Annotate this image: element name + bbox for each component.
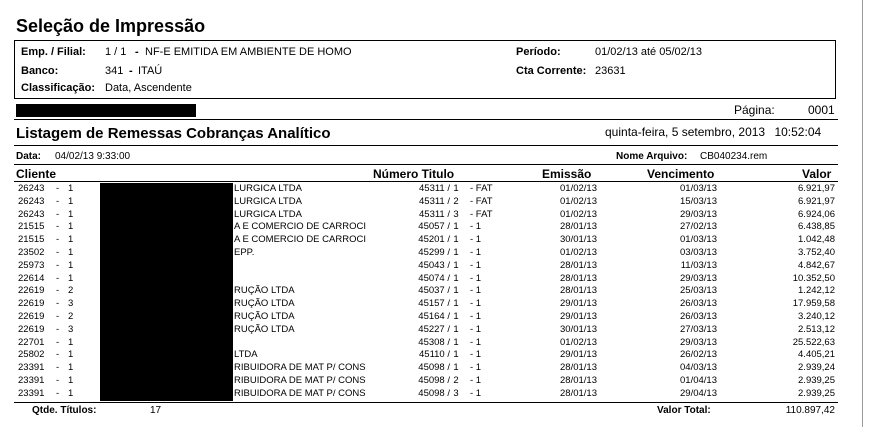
divider bbox=[14, 119, 838, 120]
pagina-value: 0001 bbox=[808, 103, 835, 117]
cliente-name: RUÇÃO LTDA bbox=[234, 310, 295, 322]
selection-box bbox=[14, 40, 836, 99]
valor-amount: 6.921,97 bbox=[798, 195, 835, 207]
valor-amount: 2.939,24 bbox=[798, 362, 835, 374]
titulo-number: 45311 / bbox=[419, 183, 450, 194]
titulo-tipo: - 1 bbox=[470, 374, 482, 386]
titulo-tipo: - FAT bbox=[470, 195, 493, 207]
titulo-number: 45201 / bbox=[418, 234, 450, 246]
valor-amount: 1.242,12 bbox=[798, 285, 835, 297]
cliente-loja: 2 bbox=[68, 310, 74, 322]
cliente-name: RUÇÃO LTDA bbox=[234, 285, 295, 297]
vencimento-date: 01/03/13 bbox=[680, 183, 717, 194]
cliente-name: RUÇÃO LTDA bbox=[234, 298, 295, 310]
valor-amount: 3.752,40 bbox=[798, 246, 835, 258]
titulo-number: 45043 / bbox=[418, 259, 450, 271]
vencimento-date: 25/03/13 bbox=[680, 285, 717, 297]
emp-desc: NF-E EMITIDA EM AMBIENTE DE HOMO bbox=[145, 46, 352, 58]
arquivo-value: CB040234.rem bbox=[700, 151, 768, 162]
data-value: 04/02/13 9:33:00 bbox=[55, 151, 131, 162]
titulo-parcela: 3 bbox=[453, 387, 459, 399]
cliente-loja: 3 bbox=[68, 298, 74, 310]
vencimento-date: 01/03/13 bbox=[680, 234, 717, 246]
arquivo-label: Nome Arquivo: bbox=[616, 151, 688, 162]
titulo-tipo: - 1 bbox=[470, 362, 482, 374]
cliente-loja: 1 bbox=[68, 195, 74, 207]
total-label: Valor Total: bbox=[657, 405, 711, 416]
titulo-tipo: - FAT bbox=[470, 183, 493, 194]
cliente-sep: - bbox=[56, 208, 60, 220]
cliente-loja: 1 bbox=[68, 336, 74, 348]
valor-amount: 2.939,25 bbox=[798, 387, 835, 399]
titulo-parcela: 1 bbox=[453, 234, 459, 246]
cliente-sep: - bbox=[56, 374, 60, 386]
titulo-parcela: 1 bbox=[453, 349, 459, 361]
cliente-sep: - bbox=[56, 349, 60, 361]
divider bbox=[14, 164, 838, 165]
titulo-parcela: 1 bbox=[453, 246, 459, 258]
titulo-number: 45037 / bbox=[418, 285, 450, 297]
cliente-code: 23391 bbox=[18, 387, 45, 399]
titulo-number: 45308 / bbox=[418, 336, 450, 348]
cliente-code: 25973 bbox=[18, 259, 45, 271]
valor-amount: 6.438,85 bbox=[798, 221, 835, 233]
cliente-code: 26243 bbox=[18, 208, 45, 220]
vencimento-date: 29/03/13 bbox=[680, 272, 717, 284]
vencimento-date: 29/03/13 bbox=[680, 208, 717, 220]
cliente-loja: 1 bbox=[68, 362, 74, 374]
titulo-parcela: 2 bbox=[453, 374, 459, 386]
titulo-number: 45164 / bbox=[418, 310, 450, 322]
emissao-date: 28/01/13 bbox=[560, 285, 597, 297]
titulo-tipo: - 1 bbox=[470, 246, 482, 258]
cliente-sep: - bbox=[56, 387, 60, 399]
cliente-loja: 1 bbox=[68, 374, 74, 386]
titulo-number: 45098 / bbox=[418, 374, 450, 386]
emissao-date: 28/01/13 bbox=[560, 221, 597, 233]
valor-amount: 17.959,58 bbox=[792, 298, 835, 310]
titulo-tipo: - 1 bbox=[470, 259, 482, 271]
titulo-tipo: - 1 bbox=[470, 310, 482, 322]
cliente-sep: - bbox=[56, 323, 60, 335]
cliente-sep: - bbox=[56, 336, 60, 348]
titulo-parcela: 1 bbox=[453, 285, 459, 297]
cliente-name: RIBUIDORA DE MAT P/ CONS bbox=[234, 387, 366, 399]
pagina-label: Página: bbox=[734, 103, 775, 117]
cliente-code: 21515 bbox=[18, 221, 45, 233]
titulo-number: 45074 / bbox=[418, 272, 450, 284]
valor-amount: 4.842,67 bbox=[798, 259, 835, 271]
titulo-tipo: - 1 bbox=[470, 323, 482, 335]
cliente-code: 22619 bbox=[18, 310, 45, 322]
cliente-name: LURGICA LTDA bbox=[234, 183, 302, 194]
titulo-parcela: 1 bbox=[453, 336, 459, 348]
titulo-parcela: 2 bbox=[453, 195, 459, 207]
total-value: 110.897,42 bbox=[785, 405, 835, 416]
report-title: Listagem de Remessas Cobranças Analítico bbox=[16, 125, 331, 142]
cliente-loja: 1 bbox=[68, 387, 74, 399]
titulo-tipo: - 1 bbox=[470, 285, 482, 297]
titulo-tipo: - 1 bbox=[470, 221, 482, 233]
vencimento-date: 26/02/13 bbox=[680, 349, 717, 361]
titulo-tipo: - 1 bbox=[470, 272, 482, 284]
titulo-number: 45098 / bbox=[418, 362, 450, 374]
vencimento-date: 26/03/13 bbox=[680, 298, 717, 310]
titulo-parcela: 1 bbox=[453, 183, 459, 194]
titulo-number: 45227 / bbox=[418, 323, 450, 335]
cliente-name: A E COMERCIO DE CARROCI bbox=[234, 234, 366, 246]
col-header-vencimento: Vencimento bbox=[647, 167, 715, 181]
col-header-numero: Número Titulo bbox=[373, 167, 455, 181]
cliente-code: 23391 bbox=[18, 374, 45, 386]
vencimento-date: 29/03/13 bbox=[680, 336, 717, 348]
cliente-loja: 1 bbox=[68, 183, 74, 194]
emp-value: 1 / 1 bbox=[105, 46, 127, 58]
emissao-date: 28/01/13 bbox=[560, 374, 597, 386]
vencimento-date: 04/03/13 bbox=[680, 362, 717, 374]
titulo-parcela: 1 bbox=[453, 272, 459, 284]
emissao-date: 01/02/13 bbox=[560, 195, 597, 207]
cliente-name: LURGICA LTDA bbox=[234, 195, 302, 207]
emissao-date: 30/01/13 bbox=[560, 234, 597, 246]
page-title: Seleção de Impressão bbox=[16, 16, 206, 36]
valor-amount: 10.352,50 bbox=[792, 272, 835, 284]
titulo-number: 45299 / bbox=[418, 246, 450, 258]
vencimento-date: 03/03/13 bbox=[680, 246, 717, 258]
valor-amount: 4.405,21 bbox=[798, 349, 835, 361]
col-header-valor: Valor bbox=[802, 167, 832, 181]
cliente-loja: 3 bbox=[68, 323, 74, 335]
cliente-sep: - bbox=[56, 259, 60, 271]
titulo-parcela: 1 bbox=[453, 362, 459, 374]
vencimento-date: 29/04/13 bbox=[680, 387, 717, 399]
cliente-sep: - bbox=[56, 285, 60, 297]
cliente-sep: - bbox=[56, 246, 60, 258]
cliente-code: 26243 bbox=[18, 195, 45, 207]
titulo-parcela: 1 bbox=[453, 310, 459, 322]
cliente-sep: - bbox=[56, 310, 60, 322]
cliente-loja: 1 bbox=[68, 349, 74, 361]
titulo-number: 45110 / bbox=[419, 349, 450, 361]
cliente-loja: 1 bbox=[68, 246, 74, 258]
cliente-code: 22614 bbox=[18, 272, 45, 284]
titulo-number: 45311 / bbox=[419, 195, 450, 207]
titulo-number: 45311 / bbox=[419, 208, 450, 220]
col-header-emissao: Emissão bbox=[542, 167, 592, 181]
titulo-parcela: 1 bbox=[453, 221, 459, 233]
redaction-bar bbox=[16, 104, 196, 117]
cliente-code: 22619 bbox=[18, 323, 45, 335]
emissao-date: 29/01/13 bbox=[560, 349, 597, 361]
report-time: 10:52:04 bbox=[774, 125, 822, 139]
cliente-loja: 1 bbox=[68, 221, 74, 233]
cliente-name: RIBUIDORA DE MAT P/ CONS bbox=[234, 362, 366, 374]
col-header-cliente: Cliente bbox=[16, 167, 57, 181]
cliente-name: A E COMERCIO DE CARROCI bbox=[234, 221, 366, 233]
cta-value: 23631 bbox=[595, 65, 626, 77]
emissao-date: 28/01/13 bbox=[560, 259, 597, 271]
titulo-tipo: - 1 bbox=[470, 234, 482, 246]
report-date: quinta-feira, 5 setembro, 2013 bbox=[605, 125, 766, 139]
emp-label: Emp. / Filial: bbox=[21, 46, 86, 58]
cliente-loja: 1 bbox=[68, 272, 74, 284]
titulo-number: 45057 / bbox=[418, 221, 450, 233]
emissao-date: 28/01/13 bbox=[560, 362, 597, 374]
cliente-name: RIBUIDORA DE MAT P/ CONS bbox=[234, 374, 366, 386]
valor-amount: 1.042,48 bbox=[798, 234, 835, 246]
qtde-label: Qtde. Títulos: bbox=[32, 405, 97, 416]
valor-amount: 6.921,97 bbox=[798, 183, 835, 194]
vencimento-date: 27/02/13 bbox=[680, 221, 717, 233]
cliente-sep: - bbox=[56, 362, 60, 374]
cliente-code: 23391 bbox=[18, 362, 45, 374]
vencimento-date: 27/03/13 bbox=[680, 323, 717, 335]
cliente-sep: - bbox=[56, 195, 60, 207]
cliente-loja: 1 bbox=[68, 259, 74, 271]
titulo-parcela: 1 bbox=[453, 298, 459, 310]
emissao-date: 29/01/13 bbox=[560, 298, 597, 310]
valor-amount: 3.240,12 bbox=[798, 310, 835, 322]
titulo-tipo: - 1 bbox=[470, 298, 482, 310]
banco-value: 341 bbox=[105, 65, 124, 77]
titulo-number: 45098 / bbox=[418, 387, 450, 399]
titulo-parcela: 1 bbox=[453, 259, 459, 271]
cta-label: Cta Corrente: bbox=[516, 65, 587, 77]
classif-value: Data, Ascendente bbox=[105, 82, 192, 94]
cliente-code: 21515 bbox=[18, 234, 45, 246]
periodo-label: Período: bbox=[516, 46, 561, 58]
cliente-code: 23502 bbox=[18, 246, 45, 258]
report-datetime bbox=[605, 125, 821, 139]
emissao-date: 30/01/13 bbox=[560, 323, 597, 335]
valor-amount: 6.924,06 bbox=[798, 208, 835, 220]
cliente-loja: 1 bbox=[68, 234, 74, 246]
cliente-code: 26243 bbox=[18, 183, 45, 194]
titulo-parcela: 3 bbox=[453, 208, 459, 220]
cliente-sep: - bbox=[56, 272, 60, 284]
periodo-value: 01/02/13 até 05/02/13 bbox=[595, 46, 703, 58]
cliente-code: 22619 bbox=[18, 298, 45, 310]
vencimento-date: 01/04/13 bbox=[680, 374, 717, 386]
emp-sep: - bbox=[135, 46, 139, 58]
cliente-name: LTDA bbox=[234, 349, 258, 361]
cliente-code: 25802 bbox=[18, 349, 45, 361]
banco-sep: - bbox=[129, 65, 133, 77]
qtde-value: 17 bbox=[150, 405, 162, 416]
divider bbox=[14, 402, 838, 403]
emissao-date: 28/01/13 bbox=[560, 272, 597, 284]
emissao-date: 28/01/13 bbox=[560, 387, 597, 399]
valor-amount: 2.939,25 bbox=[798, 374, 835, 386]
classif-label: Classificação: bbox=[21, 82, 95, 94]
cliente-sep: - bbox=[56, 298, 60, 310]
titulo-tipo: - 1 bbox=[470, 336, 482, 348]
banco-label: Banco: bbox=[21, 65, 59, 77]
cliente-loja: 2 bbox=[68, 285, 74, 297]
vencimento-date: 15/03/13 bbox=[680, 195, 717, 207]
redaction-block bbox=[100, 183, 233, 401]
divider bbox=[14, 181, 838, 182]
cliente-name: RUÇÃO LTDA bbox=[234, 323, 295, 335]
cliente-name: LURGICA LTDA bbox=[234, 208, 302, 220]
emissao-date: 29/01/13 bbox=[560, 310, 597, 322]
emissao-date: 01/02/13 bbox=[560, 336, 597, 348]
divider bbox=[14, 145, 838, 146]
valor-amount: 25.522,63 bbox=[792, 336, 835, 348]
cliente-loja: 1 bbox=[68, 208, 74, 220]
cliente-name: EPP. bbox=[234, 246, 255, 258]
titulo-tipo: - 1 bbox=[470, 387, 482, 399]
cliente-sep: - bbox=[56, 221, 60, 233]
emissao-date: 01/02/13 bbox=[560, 208, 597, 220]
titulo-number: 45157 / bbox=[418, 298, 450, 310]
cliente-code: 22701 bbox=[18, 336, 45, 348]
titulo-tipo: - 1 bbox=[470, 349, 482, 361]
banco-name: ITAÚ bbox=[138, 65, 163, 77]
cliente-sep: - bbox=[56, 234, 60, 246]
valor-amount: 2.513,12 bbox=[798, 323, 835, 335]
titulo-parcela: 1 bbox=[453, 323, 459, 335]
cliente-sep: - bbox=[56, 183, 60, 194]
vencimento-date: 11/03/13 bbox=[680, 259, 717, 271]
titulo-tipo: - FAT bbox=[470, 208, 493, 220]
emissao-date: 01/02/13 bbox=[560, 246, 597, 258]
emissao-date: 01/02/13 bbox=[560, 183, 597, 194]
cliente-code: 22619 bbox=[18, 285, 45, 297]
vencimento-date: 26/03/13 bbox=[680, 310, 717, 322]
data-label: Data: bbox=[16, 151, 42, 162]
